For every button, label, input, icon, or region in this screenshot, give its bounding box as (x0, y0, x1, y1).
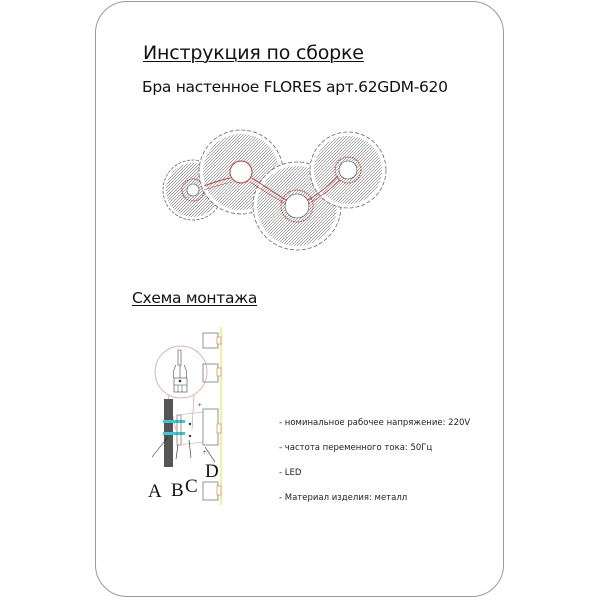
spec-voltage: - номинальное рабочее напряжение: 220V (279, 418, 471, 428)
svg-text:+: + (198, 403, 202, 409)
product-subtitle: Бра настенное FLORES арт.62GDM-620 (142, 78, 448, 96)
mount-box (203, 333, 221, 348)
diagram-label-c: C (185, 476, 198, 497)
spec-frequency: - частота переменного тока: 50Гц (279, 443, 433, 453)
mount-box (203, 482, 221, 500)
mounting-scheme-title: Схема монтажа (132, 289, 258, 307)
diagram-label-a: A (148, 481, 162, 502)
spec-led: - LED (279, 468, 302, 478)
spec-material: - Материал изделия: металл (279, 493, 408, 503)
page-title: Инструкция по сборке (143, 42, 364, 64)
diagram-label-b: B (171, 480, 184, 501)
flower-icon (310, 132, 386, 208)
svg-text:+: + (203, 450, 207, 456)
diagram-label-d: D (205, 461, 219, 482)
product-drawing-image (160, 120, 400, 260)
specifications-list (279, 417, 470, 517)
mount-box (203, 409, 221, 445)
